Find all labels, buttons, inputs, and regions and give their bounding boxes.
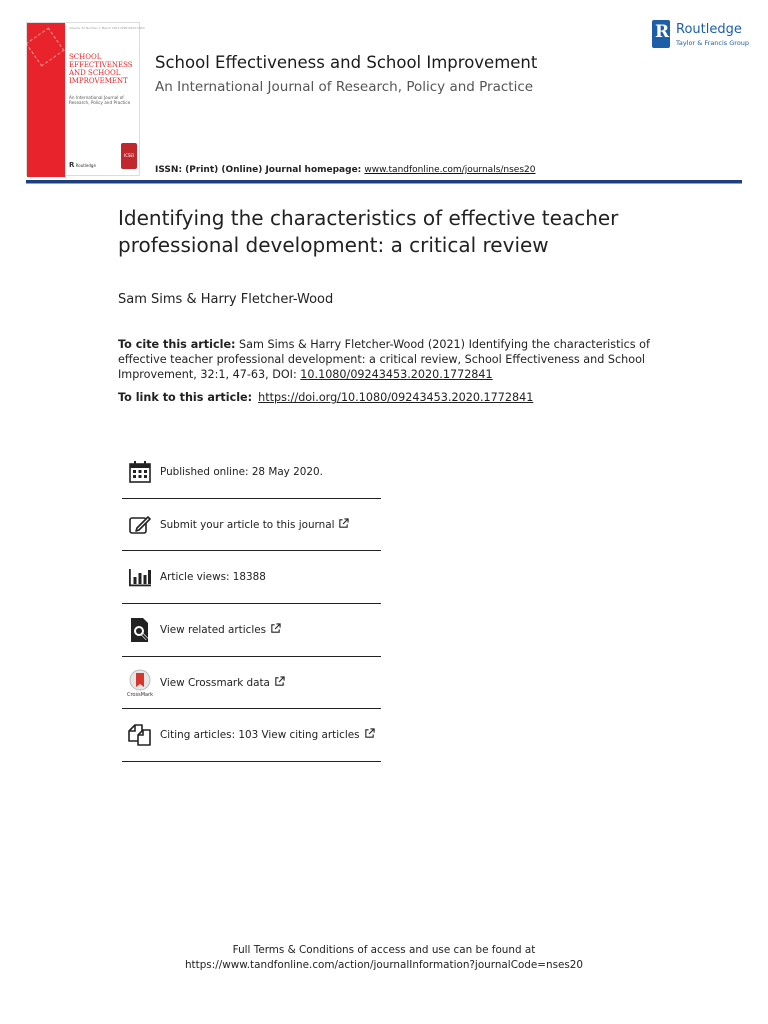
published-date: Published online: 28 May 2020. <box>160 465 323 478</box>
journal-homepage-link[interactable]: www.tandfonline.com/journals/nses20 <box>364 165 536 175</box>
search-document-icon <box>126 616 154 644</box>
routledge-logo-icon <box>652 20 670 48</box>
submit-article-link[interactable]: Submit your article to this journal <box>160 518 349 532</box>
edit-icon <box>126 511 154 539</box>
article-title: Identifying the characteristics of effective teacher professional development: a critical review <box>118 206 619 257</box>
journal-cover <box>26 22 145 176</box>
cite-text: Sam Sims & Harry Fletcher-Wood (2021) Identifying the characteristics of effective teacher professional development: a critical review, School Effectiveness and School Improvement, 32:1, 47-63, DOI: <box>118 338 650 381</box>
issn-label: ISSN: (Print) (Online) Journal homepage: <box>155 165 365 175</box>
external-link-icon <box>274 676 285 690</box>
crossmark-icon <box>126 669 154 697</box>
cover-seal: ICSEI <box>121 143 137 169</box>
cite-label: To cite this article: <box>118 338 236 351</box>
publisher-name: Routledge <box>676 22 742 37</box>
header-divider <box>26 180 742 183</box>
external-link-icon <box>270 623 281 637</box>
citing-articles-link[interactable]: Citing articles: 103 View citing articles <box>160 728 375 742</box>
views-row <box>122 551 381 604</box>
footer-terms-link[interactable]: https://www.tandfonline.com/action/journalInformation?journalCode=nses20 <box>184 959 584 971</box>
publisher-group: Taylor & Francis Group <box>676 39 750 47</box>
crossmark-caption: CrossMark <box>127 691 153 697</box>
article-authors: Sam Sims & Harry Fletcher-Wood <box>118 292 334 307</box>
cover-publisher: R Routledge <box>69 161 96 169</box>
calendar-icon <box>126 458 154 486</box>
cover-top-text: Volume 32 Number 1 March 2021 ISSN 0924-3453 <box>69 26 145 30</box>
crossmark-row[interactable] <box>122 657 381 710</box>
related-row[interactable] <box>122 604 381 657</box>
external-link-icon <box>364 728 375 742</box>
article-link-line <box>118 391 533 404</box>
article-doi-url[interactable]: https://doi.org/10.1080/09243453.2020.1772841 <box>258 391 534 404</box>
link-label: To link to this article: <box>118 391 253 404</box>
submit-row[interactable] <box>122 499 381 552</box>
journal-title: School Effectiveness and School Improvement <box>155 53 538 72</box>
issn-line <box>155 165 536 175</box>
cover-red-band <box>27 23 65 177</box>
publisher-logo <box>652 20 752 50</box>
cover-subtitle: An International Journal of Research, Policy and Practice <box>69 95 131 105</box>
published-row <box>122 446 381 499</box>
doi-link[interactable]: 10.1080/09243453.2020.1772841 <box>300 368 493 381</box>
footer-line-1: Full Terms & Conditions of access and use can be found at <box>232 944 536 956</box>
article-views: Article views: 18388 <box>160 571 266 584</box>
article-info-list <box>122 446 381 762</box>
journal-subtitle: An International Journal of Research, Policy and Practice <box>155 79 534 95</box>
citation-block <box>118 337 658 382</box>
external-link-icon <box>338 518 349 532</box>
crossmark-link[interactable]: View Crossmark data <box>160 676 285 690</box>
cover-title: SCHOOL EFFECTIVENESS AND SCHOOL IMPROVEMENT <box>69 53 133 85</box>
bar-chart-icon <box>126 563 154 591</box>
citing-documents-icon <box>126 721 154 749</box>
related-articles-link[interactable]: View related articles <box>160 623 281 637</box>
citing-row[interactable] <box>122 709 381 762</box>
footer-terms <box>0 943 768 973</box>
